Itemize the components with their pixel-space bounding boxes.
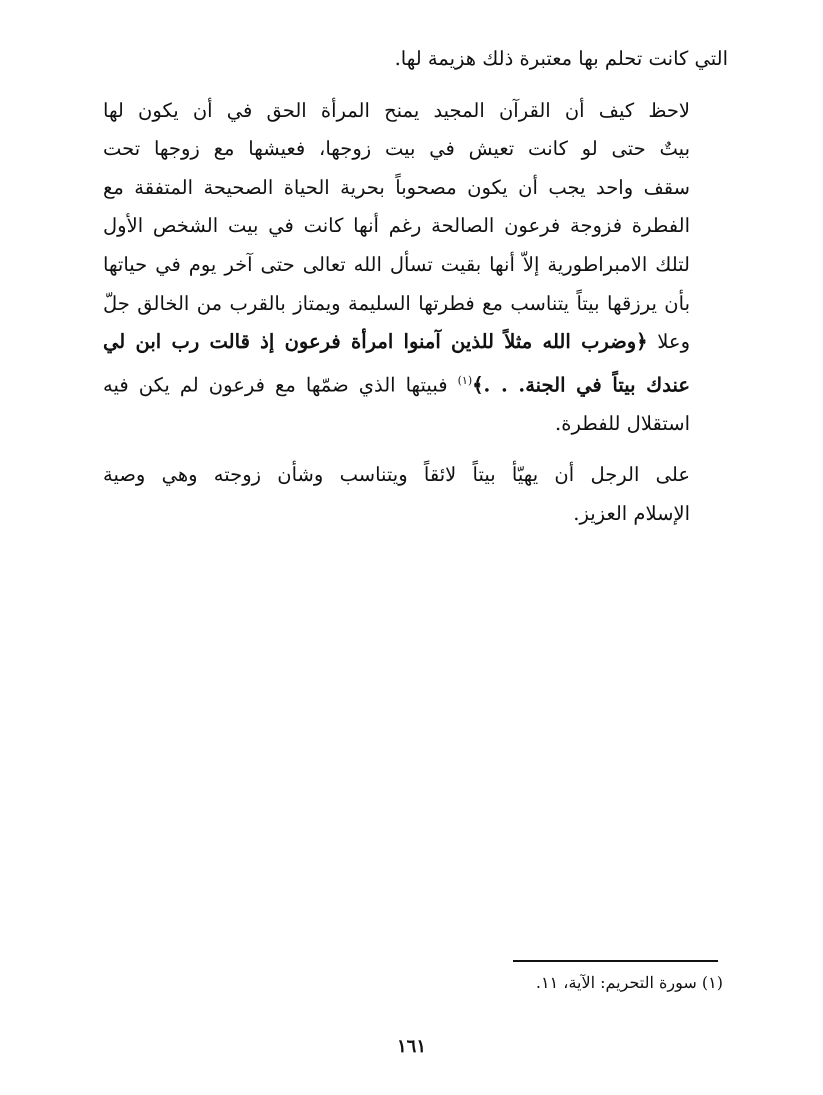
paragraph-3 xyxy=(103,456,728,533)
main-text xyxy=(103,40,728,547)
text-segment: التي كانت تحلم بها معتبرة ذلك هزيمة لها. xyxy=(394,47,728,70)
text-line xyxy=(103,495,728,534)
text-segment: سقف واحد يجب أن يكون مصحوباً بحرية الحياة الصحيحة المتفقة مع xyxy=(103,175,690,199)
paragraph-2 xyxy=(103,92,728,444)
text-line xyxy=(103,456,728,495)
paragraph-1 xyxy=(103,40,728,79)
text-line xyxy=(103,323,728,362)
footnote xyxy=(323,970,723,996)
text-segment: بيتٌ حتى لو كانت تعيش في بيت زوجها، فعيشها مع زوجها تحت xyxy=(103,137,690,161)
quran-quote: ﴿وضرب الله مثلاً للذين آمنوا امرأة فرعون إذ قالت رب ابن لي xyxy=(103,330,648,354)
quran-quote: عندك بيتاً في الجنة. . .﴾ xyxy=(472,373,690,397)
text-line xyxy=(103,169,728,208)
text-line xyxy=(103,362,728,405)
footnote-ref: (١) xyxy=(457,373,473,387)
text-segment: الفطرة فزوجة فرعون الصالحة رغم أنها كانت في بيت الشخص الأول xyxy=(103,214,690,238)
text-segment: لاحظ كيف أن القرآن المجيد يمنح المرأة الحق في أن يكون لها xyxy=(103,98,690,122)
text-line xyxy=(103,285,728,324)
text-segment: بأن يرزقها بيتاً يتناسب مع فطرتها السليمة ويمتاز بالقرب من الخالق جلّ xyxy=(103,291,690,315)
text-segment: على الرجل أن يهيّأ بيتاً لائقاً ويتناسب وشأن زوجته وهي وصية xyxy=(103,463,690,487)
page-number: ١٦١ xyxy=(396,1036,426,1057)
footnote-number: (١) xyxy=(701,973,723,992)
footnote-divider xyxy=(513,960,718,962)
text-segment: الإسلام العزيز. xyxy=(573,502,690,526)
text-line xyxy=(103,405,728,444)
text-line xyxy=(103,130,728,169)
text-segment: استقلال للفطرة. xyxy=(555,411,690,435)
text-segment: لتلك الامبراطورية إلاّ أنها بقيت تسأل الله تعالى حتى آخر يوم في حياتها xyxy=(103,252,690,276)
text-line xyxy=(103,92,728,131)
text-line xyxy=(103,207,728,246)
footnote-text: سورة التحريم: الآية، ١١. xyxy=(535,973,697,992)
text-segment: فبيتها الذي ضمّها مع فرعون لم يكن فيه xyxy=(103,373,458,397)
text-line xyxy=(103,40,728,79)
text-segment: وعلا xyxy=(647,330,690,354)
text-line xyxy=(103,246,728,285)
